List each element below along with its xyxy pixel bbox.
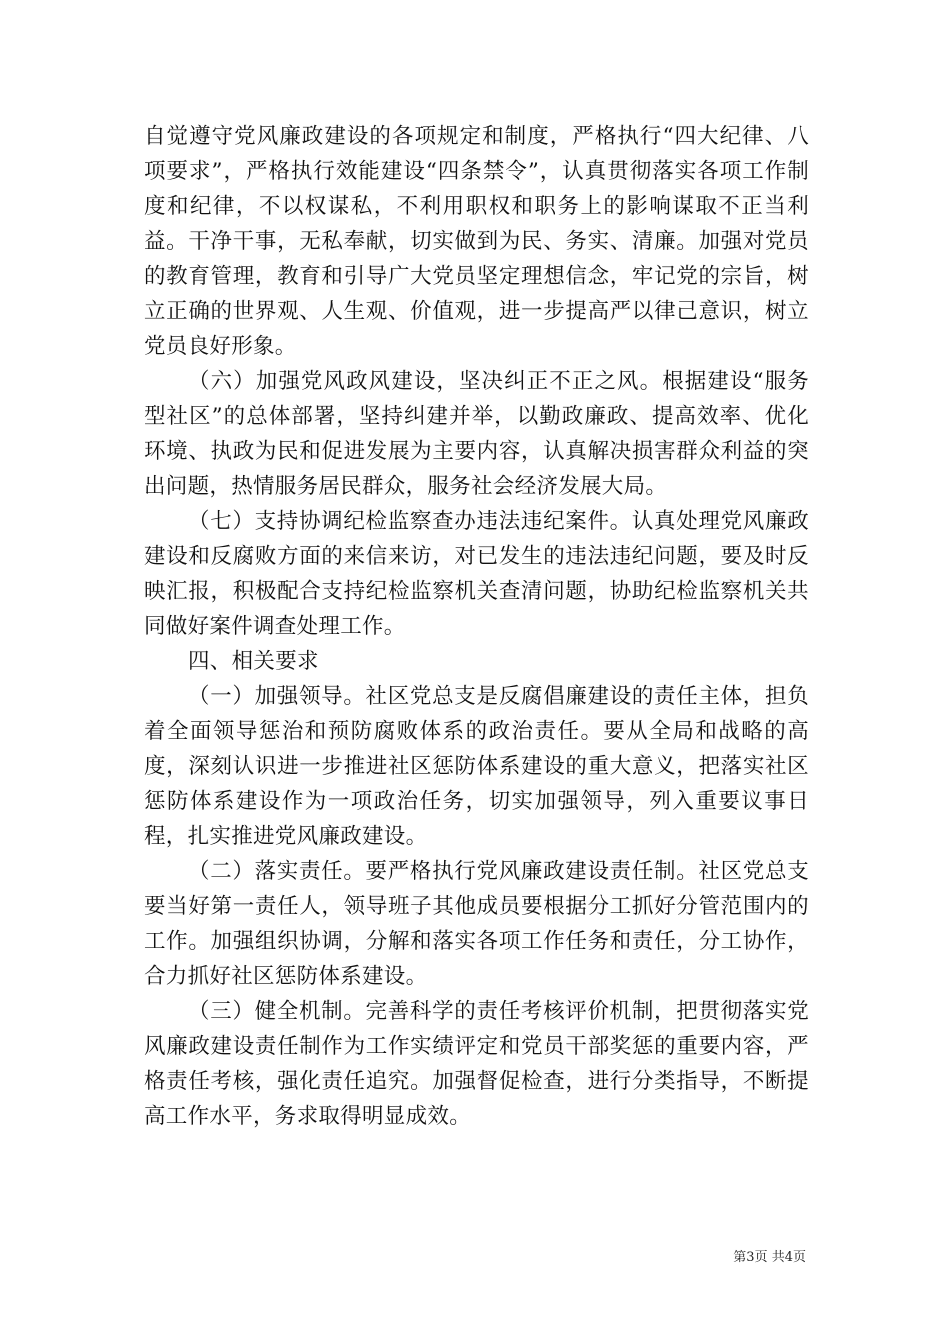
paragraph-continued: 自觉遵守党风廉政建设的各项规定和制度，严格执行“四大纪律、八项要求”，严格执行效能建设“四条禁令”，认真贯彻落实各项工作制度和纪律，不以权谋私，不利用职权和职务上的影响谋取不正当利益。干净干事，无私奉献，切实做到为民、务实、清廉。加强对党员的教育管理，教育和引导广大党员坚定理想信念，牢记党的宗旨，树立正确的世界观、人生观、价值观，进一步提高严以律己意识，树立党员良好形象。 bbox=[144, 124, 809, 359]
paragraph-requirement-3: （三）健全机制。完善科学的责任考核评价机制，把贯彻落实党风廉政建设责任制作为工作实绩评定和党员干部奖惩的重要内容，严格责任考核，强化责任追究。加强督促检查，进行分类指导，不断提高工作水平，务求取得明显成效。 bbox=[144, 999, 809, 1129]
section-heading-requirements: 四、相关要求 bbox=[188, 649, 319, 674]
paragraph-requirement-1: （一）加强领导。社区党总支是反腐倡廉建设的责任主体，担负着全面领导惩治和预防腐败体系的政治责任。要从全局和战略的高度，深刻认识进一步推进社区惩防体系建设的重大意义，把落实社区惩防体系建设作为一项政治任务，切实加强领导，列入重要议事日程，扎实推进党风廉政建设。 bbox=[144, 684, 809, 849]
document-body bbox=[144, 119, 809, 1134]
footer-total-pages: 4 bbox=[784, 1250, 793, 1265]
paragraph-requirement-2: （二）落实责任。要严格执行党风廉政建设责任制。社区党总支要当好第一责任人，领导班子其他成员要根据分工抓好分管范围内的工作。加强组织协调，分解和落实各项工作任务和责任，分工协作，合力抓好社区惩防体系建设。 bbox=[144, 859, 809, 989]
paragraph-item-6: （六）加强党风政风建设，坚决纠正不正之风。根据建设“服务型社区”的总体部署，坚持纠建并举，以勤政廉政、提高效率、优化环境、执政为民和促进发展为主要内容，认真解决损害群众利益的突出问题，热情服务居民群众，服务社会经济发展大局。 bbox=[144, 369, 809, 499]
footer-current-page: 3 bbox=[746, 1250, 755, 1265]
footer-middle: 页 共 bbox=[754, 1250, 785, 1265]
paragraph-item-7: （七）支持协调纪检监察查办违法违纪案件。认真处理党风廉政建设和反腐败方面的来信来访，对已发生的违法违纪问题，要及时反映汇报，积极配合支持纪检监察机关查清问题，协助纪检监察机关共同做好案件调查处理工作。 bbox=[144, 509, 809, 639]
page-footer bbox=[733, 1249, 806, 1267]
footer-suffix: 页 bbox=[792, 1250, 806, 1265]
footer-prefix: 第 bbox=[733, 1250, 747, 1265]
